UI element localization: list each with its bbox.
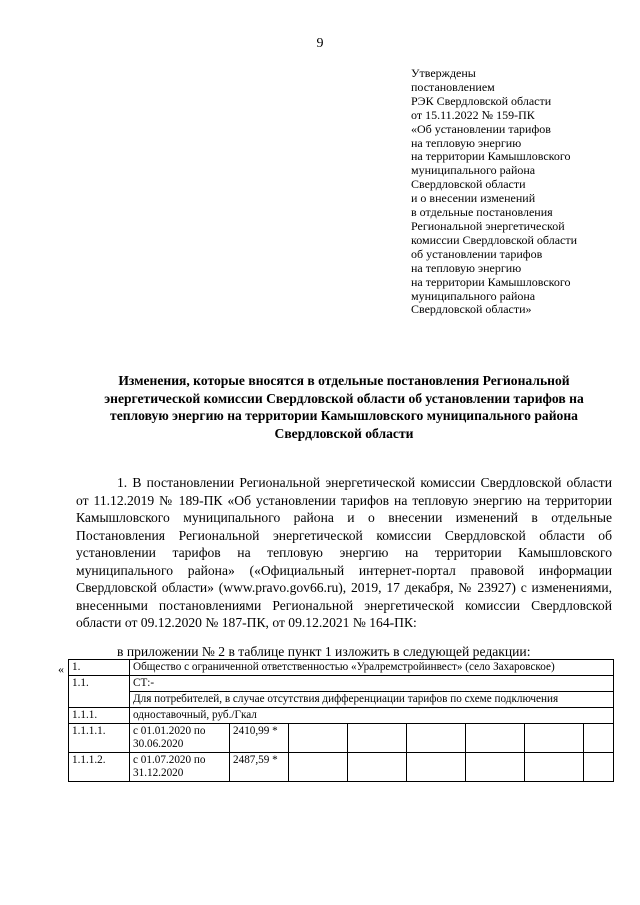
table-cell-rate-type: одноставочный, руб./Гкал	[130, 708, 614, 724]
table-cell-empty	[289, 724, 348, 753]
table-cell-empty	[348, 724, 407, 753]
table-row	[69, 676, 614, 692]
table-cell-value: 2487,59 *	[230, 753, 289, 782]
opening-quote-mark: «	[58, 662, 64, 676]
table-cell-period: с 01.01.2020 по 30.06.2020	[130, 724, 230, 753]
paragraph-lead: в приложении № 2 в таблице пункт 1 изложить в следующей редакции:	[117, 644, 531, 659]
approval-line: РЭК Свердловской области	[411, 93, 552, 108]
table-row	[69, 753, 614, 782]
approval-line: муниципального района	[411, 288, 536, 303]
table-cell-empty	[584, 724, 614, 753]
approval-line: на территории Камышловского	[411, 149, 571, 164]
approval-line: и о внесении изменений	[411, 191, 536, 206]
approval-line: «Об установлении тарифов	[411, 121, 551, 136]
table-cell-period: с 01.07.2020 по 31.12.2020	[130, 753, 230, 782]
table-row	[69, 708, 614, 724]
approval-line: Свердловской области	[411, 177, 526, 192]
approval-line: об установлении тарифов	[411, 246, 543, 261]
tariff-table	[68, 659, 614, 782]
table-cell-empty	[466, 753, 525, 782]
table-cell-org: Общество с ограниченной ответственностью «Уралремстройинвест» (село Захаровское)	[130, 660, 614, 676]
table-cell-empty	[407, 724, 466, 753]
table-row	[69, 724, 614, 753]
approval-line: от 15.11.2022 № 159-ПК	[411, 107, 535, 122]
paragraph-1: 1. В постановлении Региональной энергетической комиссии Свердловской области от 11.12.2019 № 189-ПК «Об установлении тарифов на тепловую энергию на территории Камышловского муниципального района и о внесении изменений в отдельные Постановления Региональной энергетической комиссии Свердловской области об установлении тарифов на тепловую энергию на территории Камышловского муниципального района» («Официальный интернет-портал правовой информации Свердловской области» (www.pravo.gov66.ru), 2019, 17 декабря, № 23927) с изменениями, внесенными постановлениями Региональной энергетической комиссии Свердловской области от 09.12.2020 № 187-ПК, от 09.12.2021 № 164-ПК:	[76, 475, 612, 630]
approval-line: Свердловской области»	[411, 302, 532, 317]
table-cell-empty	[525, 724, 584, 753]
table-cell-num: 1.1.	[69, 676, 130, 708]
table-cell-num: 1.1.1.	[69, 708, 130, 724]
approval-line: муниципального района	[411, 163, 536, 178]
table-cell-num: 1.	[69, 660, 130, 676]
approval-line: Региональной энергетической	[411, 218, 565, 233]
approval-line: Утверждены	[411, 66, 476, 80]
table-cell-empty	[407, 753, 466, 782]
table-cell-value: 2410,99 *	[230, 724, 289, 753]
document-heading: Изменения, которые вносятся в отдельные постановления Региональной энергетической комиссии Свердловской области об установлении тарифов на тепловую энергию на территории Камышловского муниципального района Свердловской области	[104, 373, 584, 441]
table-cell-empty	[289, 753, 348, 782]
page-number: 9	[316, 36, 324, 51]
body-text	[76, 474, 612, 632]
approval-block	[411, 67, 626, 317]
approval-line: в отдельные постановления	[411, 205, 553, 220]
table-cell-consumers: Для потребителей, в случае отсутствия дифференциации тарифов по схеме подключения	[130, 692, 614, 708]
table-cell-empty	[466, 724, 525, 753]
table-cell-system: СТ:-	[130, 676, 614, 692]
approval-line: на тепловую энергию	[411, 260, 522, 275]
approval-line: комиссии Свердловской области	[411, 232, 578, 247]
table-cell-num: 1.1.1.1.	[69, 724, 130, 753]
table-cell-num: 1.1.1.2.	[69, 753, 130, 782]
table-cell-empty	[525, 753, 584, 782]
table-cell-empty	[584, 753, 614, 782]
approval-line: постановлением	[411, 79, 495, 94]
table-row	[69, 692, 614, 708]
table-cell-empty	[348, 753, 407, 782]
table-row	[69, 660, 614, 676]
approval-line: на территории Камышловского	[411, 274, 571, 289]
approval-line: на тепловую энергию	[411, 135, 522, 150]
